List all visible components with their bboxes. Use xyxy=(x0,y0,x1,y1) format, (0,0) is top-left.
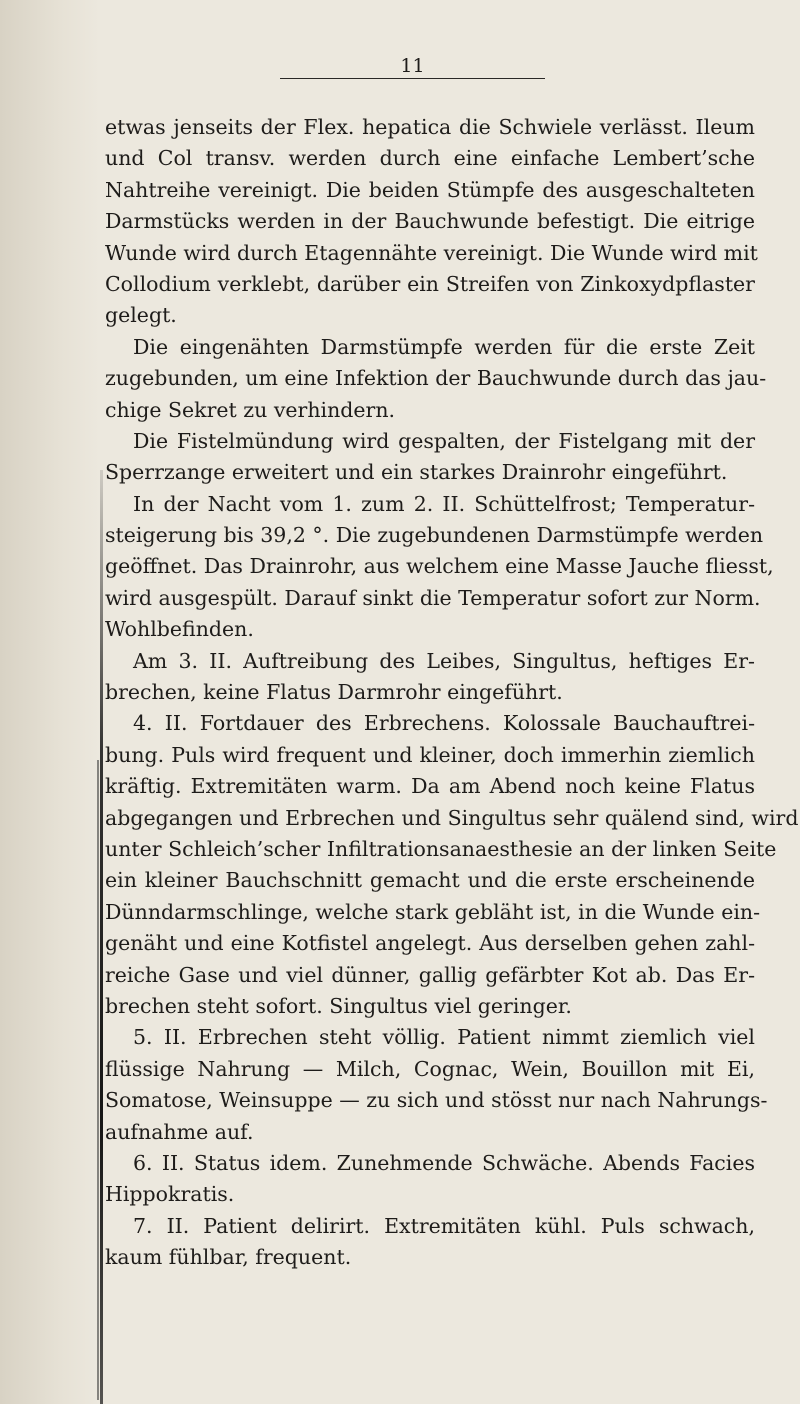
text-line: Hippokratis. xyxy=(105,1182,235,1207)
text-line: Dünndarmschlinge, welche stark gebläht ist, in die Wunde ein- xyxy=(105,899,761,924)
page-gutter-shadow xyxy=(100,470,103,1404)
text-line: brechen, keine Flatus Darmrohr eingeführt. xyxy=(105,680,563,705)
text-line: Somatose, Weinsuppe — zu sich und stösst nur nach Nahrungs- xyxy=(105,1088,768,1113)
text-line: aufnahme auf. xyxy=(105,1119,254,1144)
text-line: geöffnet. Das Drainrohr, aus welchem eine Masse Jauche fliesst, xyxy=(105,554,774,579)
text-line: bung. Puls wird frequent und kleiner, doch immerhin ziemlich xyxy=(105,742,755,767)
text-line: chige Sekret zu verhindern. xyxy=(105,397,396,422)
text-line: abgegangen und Erbrechen und Singultus sehr quälend sind, wird xyxy=(105,805,799,830)
page-binding-shadow xyxy=(0,0,100,1404)
text-line: reiche Gase und viel dünner, gallig gefärbter Kot ab. Das Er- xyxy=(105,962,755,987)
text-line: 5. II. Erbrechen steht völlig. Patient nimmt ziemlich viel xyxy=(133,1025,755,1050)
text-line: genäht und eine Kotfistel angelegt. Aus derselben gehen zahl- xyxy=(105,931,755,956)
text-line: zugebunden, um eine Infektion der Bauchwunde durch das jau- xyxy=(105,366,767,391)
text-line: brechen steht sofort. Singultus viel geringer. xyxy=(105,993,572,1018)
text-line: Die eingenähten Darmstümpfe werden für die erste Zeit xyxy=(133,334,755,359)
text-line: Wohlbefinden. xyxy=(105,617,254,642)
text-line: wird ausgespült. Darauf sinkt die Temperatur sofort zur Norm. xyxy=(105,585,761,610)
text-line: etwas jenseits der Flex. hepatica die Schwiele verlässt. Ileum xyxy=(105,115,755,139)
text-line: Collodium verklebt, darüber ein Streifen von Zinkoxydpflaster xyxy=(105,271,755,296)
text-line: unter Schleich’scher Infiltrationsanaesthesie an der linken Seite xyxy=(105,836,777,861)
text-line: Wunde wird durch Etagennähte vereinigt. Die Wunde wird mit xyxy=(105,240,758,265)
text-line: 4. II. Fortdauer des Erbrechens. Kolossale Bauchauftrei- xyxy=(133,711,755,736)
text-line: kräftig. Extremitäten warm. Da am Abend noch keine Flatus xyxy=(105,774,755,799)
text-line: 6. II. Status idem. Zunehmende Schwäche. Abends Facies xyxy=(133,1150,755,1175)
page-number: 11 xyxy=(280,56,545,79)
text-line: steigerung bis 39,2 °. Die zugebundenen Darmstümpfe werden xyxy=(105,523,764,548)
text-line: Darmstücks werden in der Bauchwunde befestigt. Die eitrige xyxy=(105,209,755,234)
text-line: flüssige Nahrung — Milch, Cognac, Wein, Bouillon mit Ei, xyxy=(105,1056,755,1081)
text-line: Sperrzange erweitert und ein starkes Drainrohr eingeführt. xyxy=(105,460,728,485)
text-line: kaum fühlbar, frequent. xyxy=(105,1245,352,1270)
text-line: Nahtreihe vereinigt. Die beiden Stümpfe des ausgeschalteten xyxy=(105,177,755,202)
page-gutter-shadow-secondary xyxy=(97,760,99,1400)
text-line: 7. II. Patient delirirt. Extremitäten kühl. Puls schwach, xyxy=(133,1213,755,1238)
text-line: und Col transv. werden durch eine einfache Lembert’sche xyxy=(105,146,755,171)
text-line: ein kleiner Bauchschnitt gemacht und die erste erscheinende xyxy=(105,868,755,893)
text-line: Am 3. II. Auftreibung des Leibes, Singultus, heftiges Er- xyxy=(133,648,755,673)
body-text xyxy=(105,112,799,1273)
text-line: gelegt. xyxy=(105,303,177,328)
text-line: In der Nacht vom 1. zum 2. II. Schüttelfrost; Temperatur- xyxy=(133,491,755,516)
text-line: Die Fistelmündung wird gespalten, der Fistelgang mit der xyxy=(133,428,755,453)
